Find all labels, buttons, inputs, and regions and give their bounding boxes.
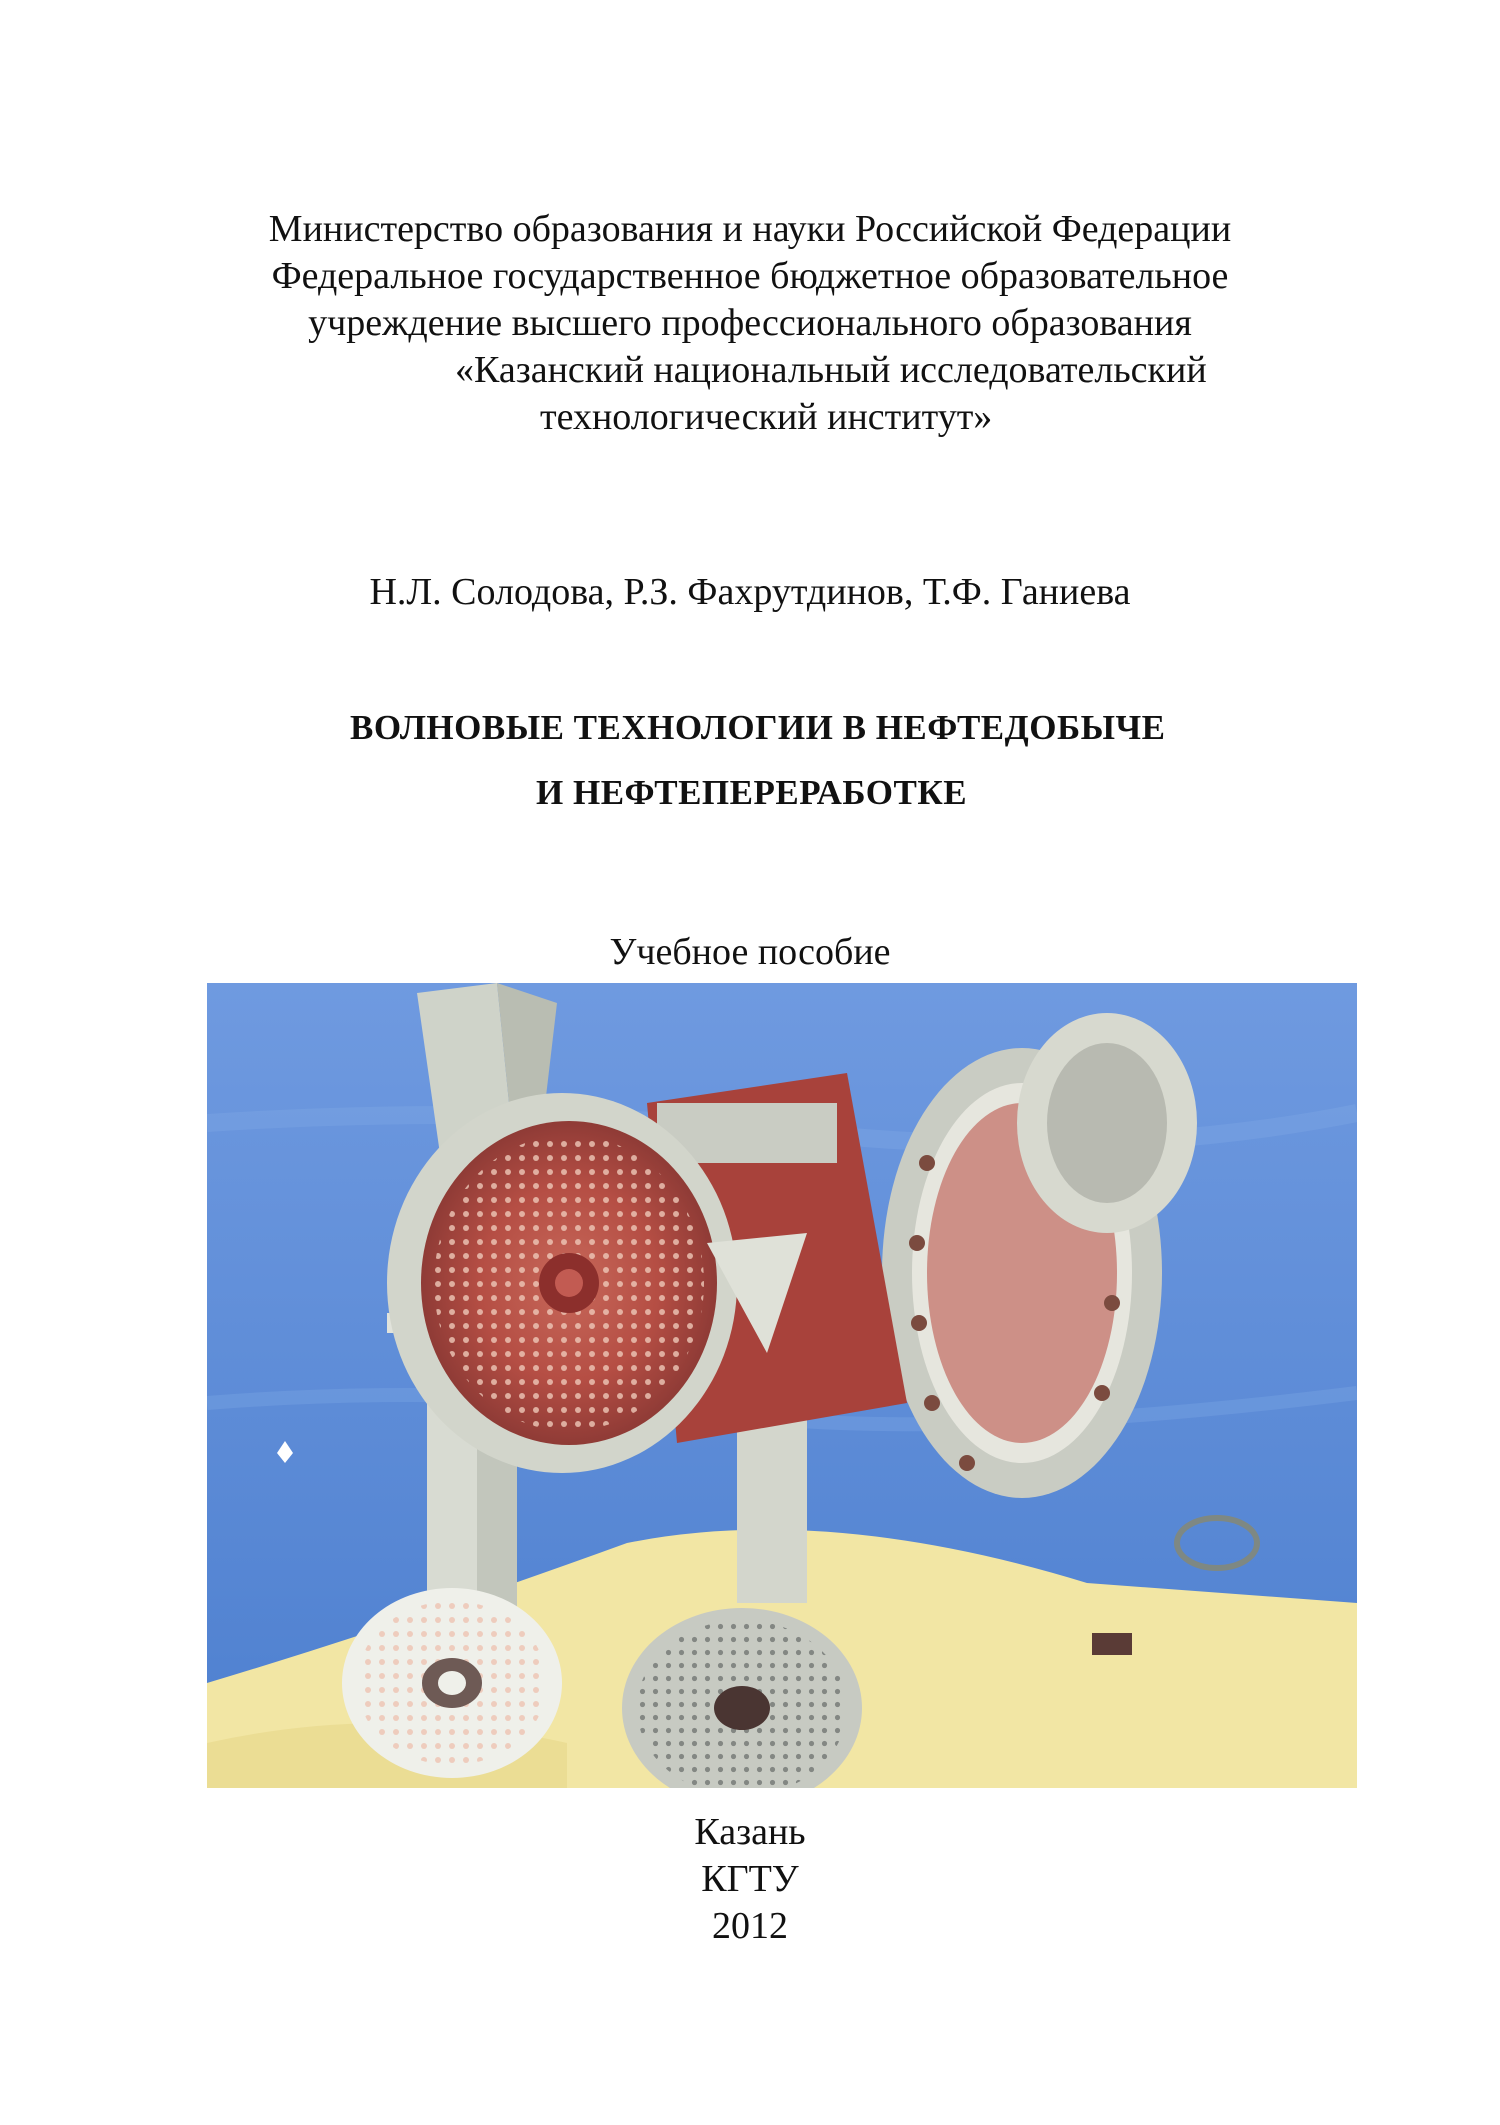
imprint-year: 2012 — [712, 1905, 788, 1947]
title-line-2: И НЕФТЕПЕРЕРАБОТКЕ — [536, 773, 968, 812]
institution-line-education: учреждение высшего профессионального образования — [308, 302, 1192, 344]
institution-line-ministry: Министерство образования и науки Российской Федерации — [268, 208, 1232, 250]
authors: Н.Л. Солодова, Р.З. Фахрутдинов, Т.Ф. Ганиева — [369, 571, 1131, 613]
institution-line-institute: технологический институт» — [540, 396, 993, 438]
institution-line-university: «Казанский национальный исследовательский — [455, 349, 1207, 391]
imprint-publisher: КГТУ — [701, 1858, 799, 1900]
title-line-1: ВОЛНОВЫЕ ТЕХНОЛОГИИ В НЕФТЕДОБЫЧЕ — [350, 708, 1166, 747]
document-type: Учебное пособие — [609, 931, 891, 973]
cover-photo — [207, 983, 1357, 1788]
imprint-city: Казань — [694, 1811, 806, 1853]
institution-line-federal: Федеральное государственное бюджетное образовательное — [271, 255, 1229, 297]
